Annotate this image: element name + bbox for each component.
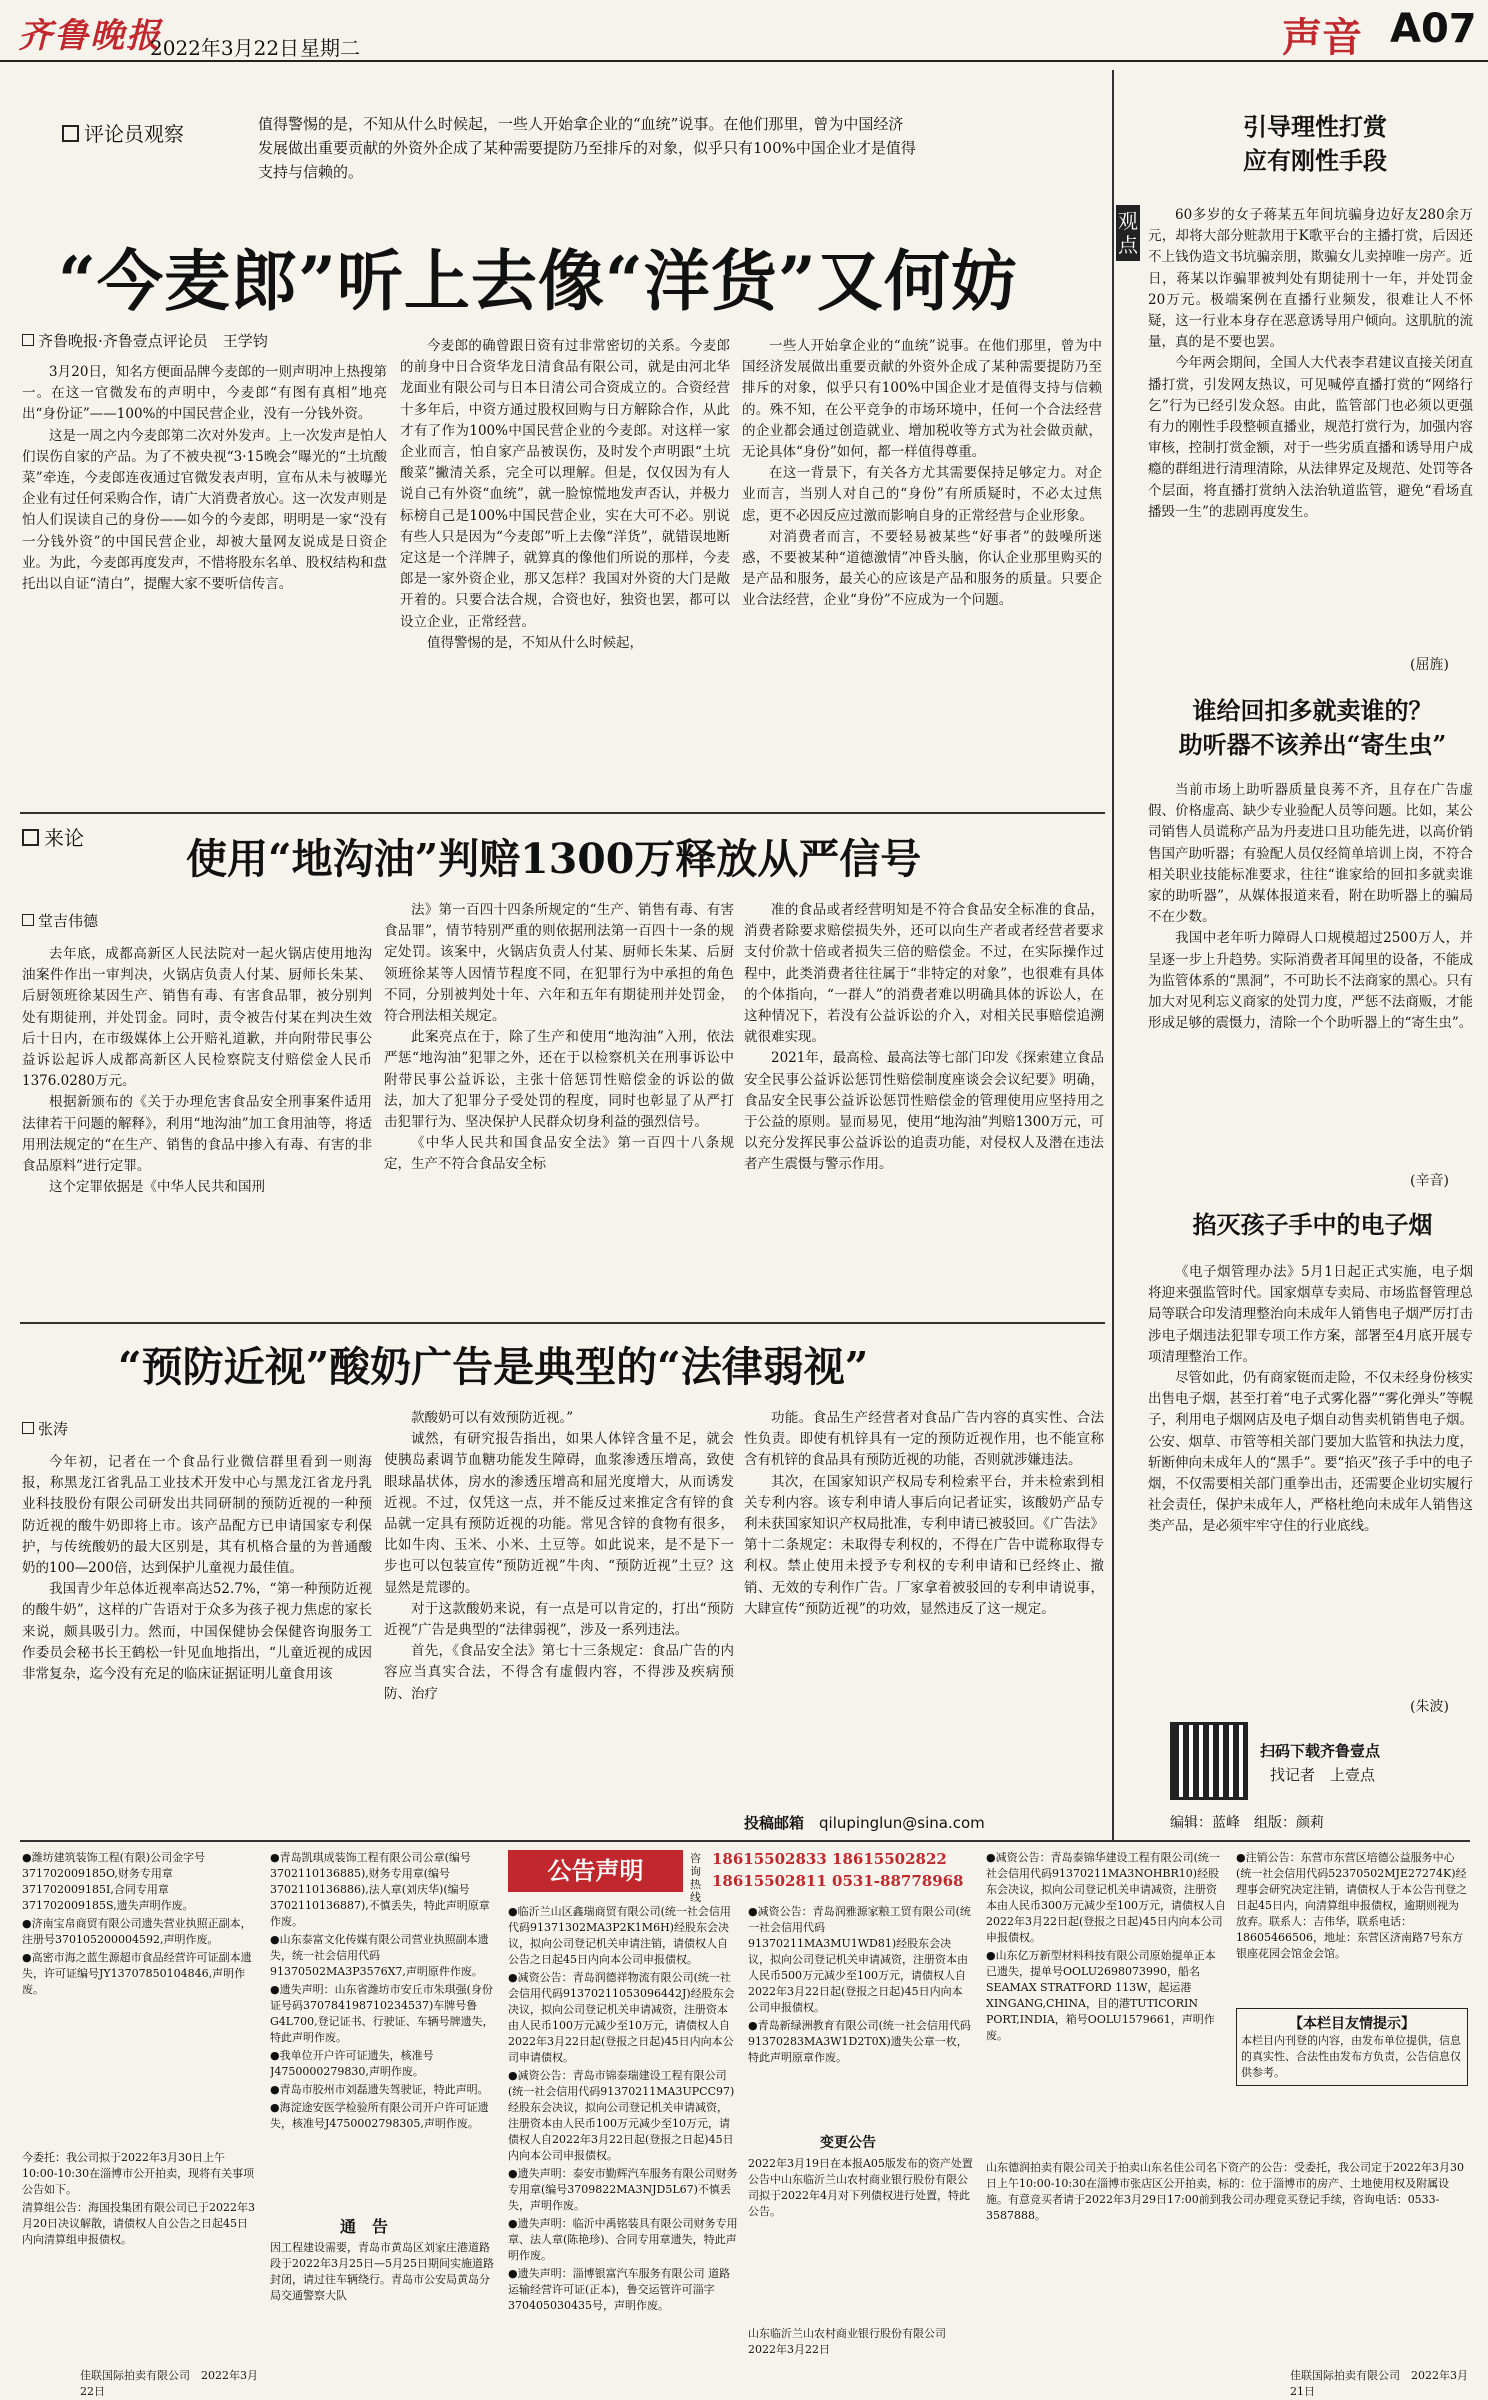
comment-title: 使用“地沟油”判赔1300万释放从严信号 [186,835,922,883]
comment-tag: 来论 [22,822,84,851]
sidebar-title-2: 谁给回扣多就卖谁的？ 助听器不该养出“寄生虫” [1178,696,1447,759]
third-column-2 [384,1408,734,1842]
lead-column-3 [742,336,1102,804]
sidebar-column-2 [1148,780,1473,1190]
third-title: “预防近视”酸奶广告是典型的“法律弱视” [118,1343,869,1391]
notice: ●青岛凯琪成装饰工程有限公司公章(编号3702110136885),财务专用章(编号3702110136886),法人章(刘庆华)(编号3702110136887),不慎丢失，特此声明原章作废。 [270,1851,490,1928]
lead-tag: 评论员观察 [62,118,184,147]
vertical-tag: 观点 [1116,205,1140,261]
paragraph: 我国青少年总体近视率高达52.7%，“第一种预防近视的酸牛奶”，这样的广告语对于众多为孩子视力焦虑的家长来说，颇具吸引力。然而，中国保健协会保健咨询服务工作委员会秘书长王鹤松一针见血地指出，“儿童近视的成因非常复杂，迄今没有充足的临床证据证明儿童食用该 [22,1581,372,1683]
paragraph: 值得警惕的是，不知从什么时候起， [427,634,643,651]
comment-column-2 [384,900,734,1316]
notice: ●青岛新绿洲教育有限公司(统一社会信用代码91370283MA3W1D2T0X)遗失公章一枚，特此声明原章作废。 [748,2019,971,2064]
paragraph: 这是一周之内今麦郎第二次对外发声。上一次发声是怕人们误伤自家的产品。为了不被央视“3·15晚会”曝光的“土坑酸菜”牵连，今麦郎连夜通过官微发表声明，宣布从未与被曝光企业有过任何采购合作，请广大消费者放心。这一次发声则是怕人们误读自己的身份——如今的今麦郎，明明是一家“没有一分钱外资”的中国民营企业，却被大量网友说成是日资企业。为此，今麦郎再度发声，不惜将股东名单、股权结构和盘托出以自证“清白”，提醒大家不要听信传言。 [22,427,387,593]
divider [20,1322,1105,1324]
paragraph: 3月20日，知名方便面品牌今麦郎的一则声明冲上热搜第一。在这一官微发布的声明中，今麦郎“有图有真相”地亮出“身份证”——100%的中国民营企业，没有一分钱外资。 [22,364,387,423]
notices-divider [20,1840,1470,1842]
paragraph: 法》第一百四十四条所规定的“生产、销售有毒、有害食品罪”，情节特别严重的则依据刑法第一百四十一条的规定处罚。该案中，火锅店负责人付某、厨师长朱某、后厨领班徐某等人因情节程度不同，在犯罪行为中承担的角色不同，分别被判处十年、六年和五年有期徒刑并处罚金，符合刑法相关规定。 [384,902,734,1025]
notice: ●减资公告：青岛市锦泰瑞建设工程有限公司(统一社会信用代码91370211MA3UPCC97)经股东会决议，拟向公司登记机关申请减资，注册资本由人民币100万元减少至10万元，请债权人自2022年3月22日起(登报之日起)45日内向本公司申报债权。 [508,2069,735,2162]
paragraph: 根据新颁布的《关于办理危害食品安全刑事案件适用法律若干问题的解释》，利用“地沟油”加工食用油等，将适用刑法规定的“在生产、销售的食品中掺入有毒、有害的非食品原料”进行定罪。 [22,1094,372,1175]
notices-column-3 [508,1904,738,2384]
notice-footer: 佳联国际拍卖有限公司 2022年3月22日 [80,2369,258,2398]
third-column-1 [22,1452,372,1842]
change-notice-body: 2022年3月19日在本报A05版发布的资产处置公告中山东临沂兰山农村商业银行股份有限公司拟于2022年4月对下列债权进行处置，特此公告。 [748,2157,973,2218]
paragraph: 在这一背景下，有关各方尤其需要保持足够定力。对企业而言，当别人对自己的“身份”有所质疑时，不必太过焦虑，更不必因反应过激而影响自身的正常经营与企业形象。 [742,465,1102,524]
notice-heading: 通 告 [340,2217,389,2236]
notice: ●遗失声明：临沂中禹铭装具有限公司财务专用章、法人章(陈艳珍)、合同专用章遗失，特此声明作废。 [508,2217,738,2262]
notice: ●遗失声明：山东省潍坊市安丘市朱琪强(身份证号码370784198710234537)车牌号鲁G4L700,登记证书、行驶证、车辆号牌遗失，特此声明作废。 [270,1983,494,2044]
paragraph: 《电子烟管理办法》5月1日起正式实施，电子烟将迎来强监管时代。国家烟草专卖局、市场监督管理总局等联合印发清理整治向未成年人销售电子烟严厉打击涉电子烟违法犯罪专项工作方案，部署至4月底开展专项清理整治工作。 [1148,1264,1473,1365]
paragraph: 准的食品或者经营明知是不符合食品安全标准的食品，消费者除要求赔偿损失外，还可以向生产者或者经营者要求支付价款十倍或者损失三倍的赔偿金。不过，在实际操作过程中，此类消费者往往属于“非特定的对象”，也很难有具体的个体指向，“一群人”的消费者难以明确具体的诉讼人，在这种情况下，若没有公益诉讼的介入，对相关民事赔偿追溯就很难实现。 [744,902,1104,1046]
paragraph: 今麦郎的确曾跟日资有过非常密切的关系。今麦郎的前身中日合资华龙日清食品有限公司，就是由河北华龙面业有限公司与日本日清公司合资成立的。合资经营十多年后，中资方通过股权回购与日方解除合作，从此才有了作为100%中国民营企业的今麦郎。对这样一家企业而言，怕自家产品被误伤，及时发个声明跟“土坑酸菜”撇清关系，完全可以理解。但是，仅仅因为有人说自己有外资“血统”，就一脸惊慌地发声否认，并极力标榜自己是100%中国民营企业，实在大可不必。别说有些人只是因为“今麦郎”听上去像“洋货”，就错误地断定这是一个洋牌子，就算真的像他们所说的那样，今麦郎是一家外资企业，那又怎样？我国对外资的大门是敞开着的。只要合法合规，合资也好，独资也罢，都可以设立企业，正常经营。 [400,338,730,630]
comment-column-1 [22,944,372,1316]
paragraph: 今年初，记者在一个食品行业微信群里看到一则海报，称黑龙江省乳品工业技术开发中心与黑龙江省龙丹乳业科技股份有限公司研发出共同研制的预防近视的一种预防近视的酸牛奶即将上市。该产品配方已申请国家专利保护，与传统酸奶的最大区别是，其有机格合量的为普通酸奶的100—200倍，达到保护儿童视力最佳值。 [22,1454,372,1577]
notice: 清算组公告：海国投集团有限公司已于2022年3月20日决议解散，请债权人自公告之日起45日内向清算组申报债权。 [22,2201,255,2246]
lead-intro: 值得警惕的是，不知从什么时候起，一些人开始拿企业的“血统”说事。在他们那里，曾为中国经济发展做出重要贡献的外资外企成了某种需要提防乃至排斥的对象，似乎只有100%中国企业才是值得支持与信赖的。 [258,115,916,181]
sidebar-author-3: (朱波) [1410,1699,1449,1715]
notice: ●遗失声明：泰安市勤辉汽车服务有限公司财务专用章(编号3709822MA3NJD5L67)不慎丢失，声明作废。 [508,2167,738,2212]
hotline-label: 咨询热线 [690,1852,701,1904]
comment-byline: 堂吉伟德 [22,910,98,931]
notice: ●高密市海之蓝生源超市食品经营许可证副本遗失，许可证编号JY13707850104846,声明作废。 [22,1951,252,1996]
paragraph: 首先，《食品安全法》第七十三条规定：食品广告的内容应当真实合法，不得含有虚假内容，不得涉及疾病预防、治疗 [384,1643,734,1702]
paragraph: 一些人开始拿企业的“血统”说事。在他们那里，曾为中国经济发展做出重要贡献的外资外企成了某种需要提防乃至排斥的对象，似乎只有100%中国企业才是值得支持与信赖的。殊不知，在公平竞争的市场环境中，任何一个合法经营的企业都会通过创造就业、增加税收等方式为社会做贡献，无论具体“身份”如何，都一样值得尊重。 [742,338,1102,461]
auction-notice: 山东德润拍卖有限公司关于拍卖山东名佳公司名下资产的公告：受委托，我公司定于2022年3月30日上午10:00-10:30在淄博市张店区公开拍卖，标的：位于淄博市的房产、土地使用权及附属设施。有意竞买者请于2022年3月29日17:00前到我公司办理竞买登记手续，咨询电话：0533-3587888。 [986,2161,1464,2222]
paragraph: 当前市场上助听器质量良莠不齐，且存在广告虚假、价格虚高、缺少专业验配人员等问题。比如，某公司销售人员谎称产品为丹麦进口且功能先进，以高价销售国产助听器；有验配人员仅经简单培训上岗，不符合相关职业技能标准要求，往往“谁家给的回扣多就卖谁家的助听器”，从媒体报道来看，附在助听器上的骗局不在少数。 [1148,782,1473,926]
paragraph: 此案亮点在于，除了生产和使用“地沟油”入刑，依法严惩“地沟油”犯罪之外，还在于以检察机关在刑事诉讼中附带民事公益诉讼，主张十倍惩罚性赔偿金的诉讼的做法，加大了犯罪分子受处罚的程度，同时也彰显了从严打击犯罪行为、坚决保护人民群众切身利益的强烈信号。 [384,1029,734,1131]
third-column-3 [744,1408,1104,1808]
masthead [0,0,1488,62]
page-number: A07 [1390,6,1477,52]
hint-title: 【本栏目友情提示】 [1289,2016,1415,2032]
editor-credits: 编辑：蓝峰 组版：颜莉 [1170,1815,1324,1831]
email-label: 投稿邮箱 [744,1814,805,1832]
lead-column-1 [22,362,387,802]
comment-column-3 [744,900,1104,1316]
newspaper-logo: 齐鲁晚报 [18,16,162,56]
email-address[interactable]: qilupinglun@sina.com [819,1814,985,1832]
notices-column-4 [748,1904,973,2124]
notice: ●潍坊建筑装饰工程(有限)公司金字号371702009185O,财务专用章371702009185I,合同专用章371702009185S,遗失声明作废。 [22,1851,206,1912]
auction-footer: 佳联国际拍卖有限公司 2022年3月21日 [1290,2369,1468,2398]
sidebar-author-1: (屈旌) [1410,657,1449,673]
paragraph: 诚然，有研究报告指出，如果人体锌含量不足，就会使胰岛素调节血糖功能发生障碍，血浆渗透压增高，致使眼球晶状体，房水的渗透压增高和屈光度增大，从而诱发近视。不过，仅凭这一点，并不能反过来推定含有锌的食品就一定具有预防近视的功能。常见含锌的食物有很多，比如牛肉、玉米、小米、土豆等。如此说来，是不是下一步也可以包装宣传“预防近视”牛肉、“预防近视”土豆？这显然是荒谬的。 [384,1431,734,1596]
notice: 今委托：我公司拟于2022年3月30日上午10:00-10:30在淄博市公开拍卖，现将有关事项公告如下。 [22,2151,255,2196]
qr-caption-2: 找记者 上壹点 [1270,1766,1376,1784]
notice: ●山东泰富文化传媒有限公司营业执照副本遗失，统一社会信用代码91370502MA3P3576X7,声明原件作废。 [270,1933,489,1978]
notice: ●山东亿万新型材料科技有限公司原始提单正本已遗失，提单号OOLU2698073990，船名SEAMAX STRATFORD 113W，起运港XINGANG,CHINA，目的港TUTICORIN PORT,INDIA，箱号OOLU1579661，声明作废。 [986,1949,1216,2042]
notice: ●青岛市胶州市刘磊遗失驾驶证，特此声明。 [270,2083,489,2096]
qr-code[interactable] [1170,1722,1248,1800]
paragraph: 款酸奶可以有效预防近视。” [411,1410,574,1426]
hotline-numbers-1[interactable]: 18615502833 18615502822 [712,1850,947,1868]
paragraph: 功能。食品生产经营者对食品广告内容的真实性、合法性负责。即使有机锌具有一定的预防近视作用，也不能宣称含有机锌的食品具有预防近视的功能，否则就涉嫌违法。 [744,1410,1104,1469]
notice: ●我单位开户许可证遗失，核准号J4750000279830,声明作废。 [270,2049,434,2078]
lead-byline: 齐鲁晚报·齐鲁壹点评论员 王学钧 [22,330,268,351]
change-notice-heading: 变更公告 [820,2135,876,2151]
notices-column-1b [22,2150,257,2350]
sidebar-title-1: 引导理性打赏 应有刚性手段 [1243,112,1387,175]
paragraph: 对于这款酸奶来说，有一点是可以肯定的，打出“预防近视”广告是典型的“法律弱视”，涉及一系列违法。 [384,1600,734,1639]
paragraph: 我国中老年听力障碍人口规模超过2500万人，并呈逐一步上升趋势。实际消费者耳闻里的设备，不能成为监管体系的“黑洞”，不可助长不法商家的黑心。只有加大对见利忘义商家的处罚力度，严惩不法商贩，才能形成足够的震慑力，清除一个个助听器上的“寄生虫”。 [1148,930,1473,1032]
paragraph: 《中华人民共和国食品安全法》第一百四十八条规定，生产不符合食品安全标 [384,1135,734,1173]
notice: ●遗失声明：淄博银富汽车服务有限公司 道路运输经营许可证(正本)，鲁交运管许可淄字370405030435号，声明作废。 [508,2267,731,2312]
issue-date: 2022年3月22日 [150,36,300,60]
notices-header: 公告声明 [508,1850,683,1892]
paragraph: 今年两会期间，全国人大代表李君建议直接关闭直播打赏，引发网友热议，可见喊停直播打赏的“网络行乞”行为已经引发众怒。由此，监管部门也必须以更强有力的刚性手段整顿直播业，规范打赏行为，加强内容审核，控制打赏金额，对于一些劣质直播和诱导用户成瘾的群组进行清理清除，从法律界定及规范、处罚等各个层面，将直播打赏纳入法治轨道监管，避免“看场直播毁一生”的悲剧再度发生。 [1148,355,1473,520]
paragraph: 这个定罪依据是《中华人民共和国刑 [49,1179,265,1196]
sidebar-column-3 [1148,1262,1473,1712]
paragraph: 尽管如此，仍有商家铤而走险，不仅未经身份核实出售电子烟，甚至打着“电子式雾化器”“雾化弹头”等幌子，利用电子烟网店及电子烟自动售卖机销售电子烟。公安、烟草、市管等相关部门要加大监管和执法力度，斩断伸向未成年人的“黑手”。要“掐灭”孩子手中的电子烟，不仅需要相关部门重拳出击，还需要企业切实履行社会责任，保护未成年人，严格杜绝向未成年人销售这类产品，是必须牢牢守住的行业底线。 [1148,1370,1473,1535]
notice: ●临沂兰山区鑫瑞商贸有限公司(统一社会信用代码91371302MA3P2K1M6H)经股东会决议，拟向公司登记机关申请注销，请债权人自公告之日起45日内向本公司申报债权。 [508,1905,731,1966]
lead-title: “今麦郎”听上去像“洋货”又何妨 [58,242,1018,320]
notice: ●减资公告：青岛润德祥物流有限公司(统一社会信用代码91370211053096442J)经股东会决议，拟向公司登记机关申请减资，注册资本由人民币100万元减少至10万元，请债权人自2022年3月22日起(登报之日起)45日内向本公司申请债权。 [508,1971,735,2064]
notice: ●济南宝帛商贸有限公司遗失营业执照正副本，注册号370105200004592,声明作废。 [22,1917,252,1946]
paragraph: 对消费者而言，不要轻易被某些“好事者”的鼓噪所迷惑，不要被某种“道德激情”冲昏头脑，你认企业那里购买的是产品和服务，最关心的应该是产品和服务的质量。只要企业合法经营，企业“身份”不应成为一个问题。 [742,528,1102,609]
notice: ●海淀途安医学检验所有限公司开户许可证遗失，核准号J4750002798305,声明作废。 [270,2101,489,2130]
lead-column-2 [400,336,730,804]
change-notice-footer: 山东临沂兰山农村商业银行股份有限公司 2022年3月22日 [748,2327,957,2356]
notices-column-2 [270,1850,495,2200]
section-name: 声音 [1282,14,1362,61]
paragraph: 60多岁的女子蒋某五年间坑骗身边好友280余万元，却将大部分赃款用于K歌平台的主播打赏，后因还不上钱伪造文书坑骗亲朋，欺骗女儿卖掉唯一房产。近日，蒋某以诈骗罪被判处有期徒刑十一年，并处罚金20万元。极端案例在直播行业频发，很难让人不怀疑，这一行业本身存在恶意诱导用户倾向。这肌肮的流量，真的是不要也罢。 [1148,207,1473,351]
notice: ●注销公告：东营市东营区培德公益服务中心(统一社会信用代码52370502MJE27274K)经理事会研究决定注销，请债权人于本公告刊登之日起45日内，向清算组申报债权，逾期则视为放弃。联系人：吉伟华，联系电话：18605466506，地址：东营区济南路7号东方银座花园会馆金会馆。 [1236,1851,1467,1960]
issue-weekday: 星期二 [300,36,360,60]
third-byline: 张涛 [22,1418,68,1439]
notice: ●减资公告：青岛润雅源家粮工贸有限公司(统一社会信用代码91370211MA3MU1WD81)经股东会决议，拟向公司登记机关申请减资，注册资本由人民币500万元减少至100万元，请债权人自2022年3月22日起(登报之日起)45日内向本公司申报债权。 [748,1905,971,2014]
notices-column-1 [22,1850,257,2140]
paragraph: 2021年，最高检、最高法等七部门印发《探索建立食品安全民事公益诉讼惩罚性赔偿制度座谈会会议纪要》明确，食品安全民事公益诉讼惩罚性赔偿金的管理使用应坚持用之于公益的原则。显而易见，使用“地沟油”判赔1300万元，可以充分发挥民事公益诉讼的追责功能，对侵权人及潜在违法者产生震慑与警示作用。 [744,1050,1104,1173]
submission-email [744,1812,985,1833]
hotline-numbers-2[interactable]: 18615502811 0531-88778968 [712,1872,964,1890]
paragraph: 其次，在国家知识产权局专利检索平台，并未检索到相关专利内容。该专利申请人事后向记者证实，该酸奶产品专利未获国家知识产权局批准，专利申请已被驳回。《广告法》第十二条规定：未取得专利权的，不得在广告中谎称取得专利权。禁止使用未授予专利权的专利申请和已经终止、撤销、无效的专利作广告。厂家拿着被驳回的专利申请说事，大肆宣传“预防近视”的功效，显然违反了这一规定。 [744,1473,1104,1617]
notice: ●减资公告：青岛泰锦华建设工程有限公司(统一社会信用代码91370211MA3NOHBR10)经股东会决议，拟向公司登记机关申请减资，注册资本由人民币300万元减少至100万元，请债权人自2022年3月22日起(登报之日起)45日内向本公司申报债权。 [986,1851,1226,1944]
column-divider [1112,70,1114,1840]
notice-body: 因工程建设需要，青岛市黄岛区刘家庄港道路段于2022年3月25日—5月25日期间实施道路封闭，请过往车辆绕行。青岛市公安局黄岛分局交通警察大队 [270,2241,494,2302]
hint-body: 本栏目内刊登的内容，由发布单位提供，信息的真实性、合法性由发布方负责，公告信息仅供参考。 [1241,2034,1461,2079]
hint-box [1236,2008,1468,2086]
sidebar-author-2: (辛音) [1410,1173,1449,1189]
divider [20,812,1105,814]
paragraph: 去年底，成都高新区人民法院对一起火锅店使用地沟油案件作出一审判决，火锅店负责人付某、厨师长朱某、后厨领班徐某因生产、销售有毒、有害食品罪，被分别判处有期徒刑，并处罚金。同时，责令被告付某在判决生效后十日内，在市级媒体上公开赔礼道歉，并向附带民事公益诉讼起诉人成都高新区人民检察院支付赔偿金人民币1376.0280万元。 [22,946,372,1090]
sidebar-title-3: 掐灭孩子手中的电子烟 [1192,1210,1433,1239]
notices-column-6 [1236,1850,1468,2000]
qr-caption-1: 扫码下载齐鲁壹点 [1260,1742,1381,1760]
sidebar-column-1 [1148,205,1473,673]
